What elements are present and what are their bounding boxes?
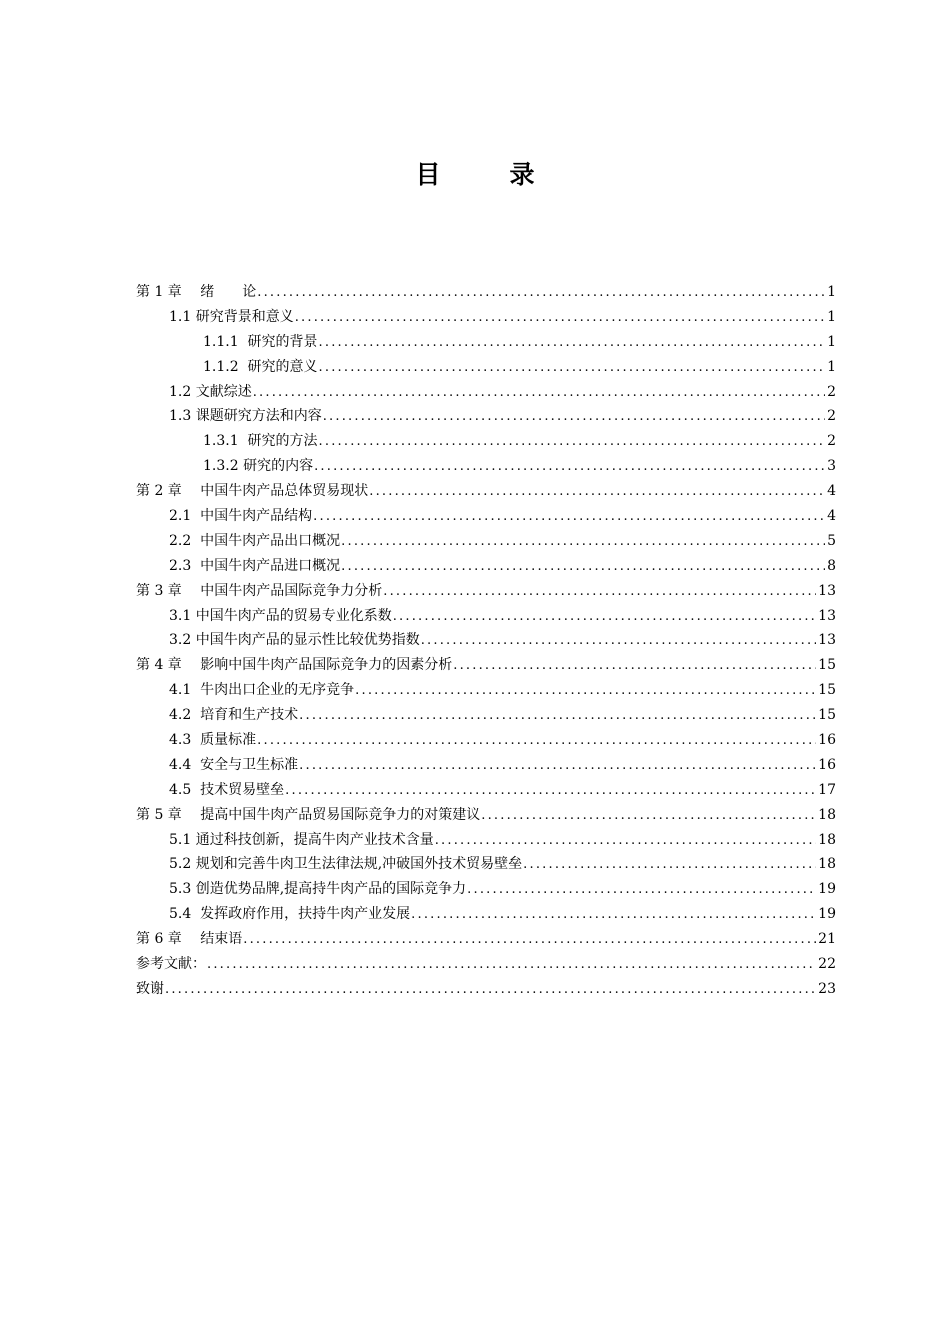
toc-leader-dots — [383, 580, 816, 605]
toc-entry-page-number: 23 — [818, 980, 836, 997]
toc-leader-dots — [207, 953, 816, 978]
toc-leader-dots — [285, 779, 816, 804]
toc-entry-page-number: 18 — [818, 831, 836, 848]
toc-entry-page-number: 8 — [827, 557, 836, 574]
toc-entry-label: 5.2 规划和完善牛肉卫生法律法规,冲破国外技术贸易壁垒 — [169, 856, 523, 873]
toc-leader-dots — [467, 878, 816, 903]
toc-entry-page-number: 1 — [827, 284, 836, 300]
toc-leader-dots — [369, 480, 825, 505]
toc-leader-dots — [243, 928, 816, 953]
toc-entry-page-number: 1 — [827, 308, 836, 325]
toc-entry-label: 1.2 文献综述 — [169, 383, 252, 400]
toc-entry[interactable] — [136, 628, 836, 653]
toc-entry-label: 3.2 中国牛肉产品的显示性比较优势指数 — [169, 632, 420, 649]
toc-leader-dots — [299, 704, 816, 729]
toc-leader-dots — [319, 430, 826, 455]
toc-entry-page-number: 16 — [818, 732, 836, 749]
toc-entry-label: 1.3 课题研究方法和内容 — [169, 408, 322, 425]
toc-entry-label: 4.2 培育和生产技术 — [169, 707, 299, 724]
toc-entry-page-number: 21 — [818, 931, 836, 948]
toc-entry-page-number: 1 — [827, 333, 836, 350]
toc-entry-label: 第 5 章 提高中国牛肉产品贸易国际竞争力的对策建议 — [136, 806, 481, 823]
toc-entry-label: 第 3 章 中国牛肉产品国际竞争力分析 — [136, 582, 383, 599]
toc-entry[interactable] — [136, 778, 836, 803]
toc-entry[interactable] — [136, 579, 836, 604]
toc-entry-page-number: 4 — [827, 508, 836, 525]
toc-entry[interactable] — [136, 529, 836, 554]
toc-entry[interactable] — [136, 703, 836, 728]
toc-entry-page-number: 2 — [827, 383, 836, 400]
toc-entry-label: 参考文献： — [136, 956, 206, 973]
toc-leader-dots — [319, 356, 826, 381]
toc-entry-label: 3.1 中国牛肉产品的贸易专业化系数 — [169, 607, 392, 624]
toc-entry-page-number: 4 — [827, 483, 836, 500]
toc-leader-dots — [299, 754, 816, 779]
toc-entry[interactable] — [136, 902, 836, 927]
toc-entry[interactable] — [136, 604, 836, 629]
toc-entry[interactable] — [136, 330, 836, 355]
toc-leader-dots — [253, 381, 825, 406]
toc-leader-dots — [481, 804, 816, 829]
toc-entry[interactable] — [136, 479, 836, 504]
toc-entry[interactable] — [136, 280, 836, 305]
toc-entry-label: 2.2 中国牛肉产品出口概况 — [169, 532, 341, 549]
toc-entry-label: 致谢 — [136, 980, 164, 997]
toc-entry[interactable] — [136, 927, 836, 952]
toc-entry-label: 4.1 牛肉出口企业的无序竞争 — [169, 682, 355, 699]
toc-leader-dots — [435, 829, 816, 854]
toc-leader-dots — [355, 679, 816, 704]
toc-entry-label: 第 2 章 中国牛肉产品总体贸易现状 — [136, 483, 369, 500]
toc-entry[interactable] — [136, 355, 836, 380]
toc-leader-dots — [421, 629, 816, 654]
toc-entry[interactable] — [136, 852, 836, 877]
toc-entry-label: 1.1 研究背景和意义 — [169, 308, 294, 325]
toc-entry[interactable] — [136, 877, 836, 902]
toc-entry[interactable] — [136, 380, 836, 405]
toc-entry[interactable] — [136, 803, 836, 828]
page-title: 目 录 — [415, 160, 557, 189]
toc-entry-label: 5.4 发挥政府作用，扶持牛肉产业发展 — [169, 906, 411, 923]
toc-entry-label: 第 6 章 结束语 — [136, 931, 243, 948]
toc-entry-label: 1.3.1 研究的方法 — [203, 433, 318, 450]
toc-leader-dots — [257, 281, 825, 306]
toc-entry[interactable] — [136, 828, 836, 853]
toc-entry[interactable] — [136, 653, 836, 678]
toc-entry[interactable] — [136, 429, 836, 454]
toc-entry-label: 第 4 章 影响中国牛肉产品国际竞争力的因素分析 — [136, 657, 453, 674]
toc-entry[interactable] — [136, 952, 836, 977]
toc-entry-label: 4.3 质量标准 — [169, 732, 257, 749]
toc-leader-dots — [393, 605, 816, 630]
toc-leader-dots — [411, 903, 816, 928]
toc-entry-page-number: 15 — [818, 682, 836, 699]
toc-entry-label: 1.1.1 研究的背景 — [203, 333, 318, 350]
toc-entry-page-number: 15 — [818, 707, 836, 724]
toc-leader-dots — [523, 853, 816, 878]
toc-entry-page-number: 22 — [818, 956, 836, 973]
toc-entry[interactable] — [136, 678, 836, 703]
toc-entry-page-number: 15 — [818, 657, 836, 674]
toc-entry-page-number: 16 — [818, 756, 836, 773]
toc-entry[interactable] — [136, 554, 836, 579]
toc-entry[interactable] — [136, 454, 836, 479]
toc-leader-dots — [313, 505, 825, 530]
toc-entry-label: 4.5 技术贸易壁垒 — [169, 781, 285, 798]
toc-leader-dots — [165, 978, 816, 1003]
toc-entry-label: 2.1 中国牛肉产品结构 — [169, 508, 313, 525]
toc-leader-dots — [323, 405, 825, 430]
toc-entry[interactable] — [136, 753, 836, 778]
toc-entry-page-number: 13 — [818, 632, 836, 649]
toc-leader-dots — [341, 555, 825, 580]
toc-leader-dots — [319, 331, 826, 356]
table-of-contents — [136, 280, 836, 1002]
toc-leader-dots — [257, 729, 816, 754]
toc-leader-dots — [314, 455, 825, 480]
toc-leader-dots — [341, 530, 825, 555]
toc-leader-dots — [453, 654, 816, 679]
toc-entry-page-number: 3 — [827, 458, 836, 475]
toc-entry[interactable] — [136, 504, 836, 529]
toc-entry-page-number: 19 — [818, 906, 836, 923]
toc-entry-label: 1.1.2 研究的意义 — [203, 358, 318, 375]
toc-leader-dots — [295, 306, 825, 331]
toc-entry[interactable] — [136, 977, 836, 1002]
toc-entry-page-number: 1 — [827, 358, 836, 375]
toc-entry-label: 第 1 章 绪 论 — [136, 284, 257, 300]
toc-entry[interactable] — [136, 728, 836, 753]
toc-entry-label: 4.4 安全与卫生标准 — [169, 756, 299, 773]
toc-entry-page-number: 18 — [818, 806, 836, 823]
toc-entry-label: 1.3.2 研究的内容 — [203, 458, 314, 475]
toc-entry-page-number: 13 — [818, 582, 836, 599]
toc-entry-page-number: 17 — [818, 781, 836, 798]
toc-entry-page-number: 13 — [818, 607, 836, 624]
toc-entry-label: 5.1 通过科技创新，提高牛肉产业技术含量 — [169, 831, 434, 848]
toc-entry-page-number: 5 — [827, 532, 836, 549]
toc-entry-page-number: 2 — [827, 408, 836, 425]
toc-entry[interactable] — [136, 404, 836, 429]
toc-entry-page-number: 2 — [827, 433, 836, 450]
toc-entry-label: 2.3 中国牛肉产品进口概况 — [169, 557, 341, 574]
toc-entry[interactable] — [136, 305, 836, 330]
toc-entry-page-number: 19 — [818, 881, 836, 898]
toc-entry-page-number: 18 — [818, 856, 836, 873]
toc-entry-label: 5.3 创造优势品牌,提高持牛肉产品的国际竞争力 — [169, 881, 467, 898]
